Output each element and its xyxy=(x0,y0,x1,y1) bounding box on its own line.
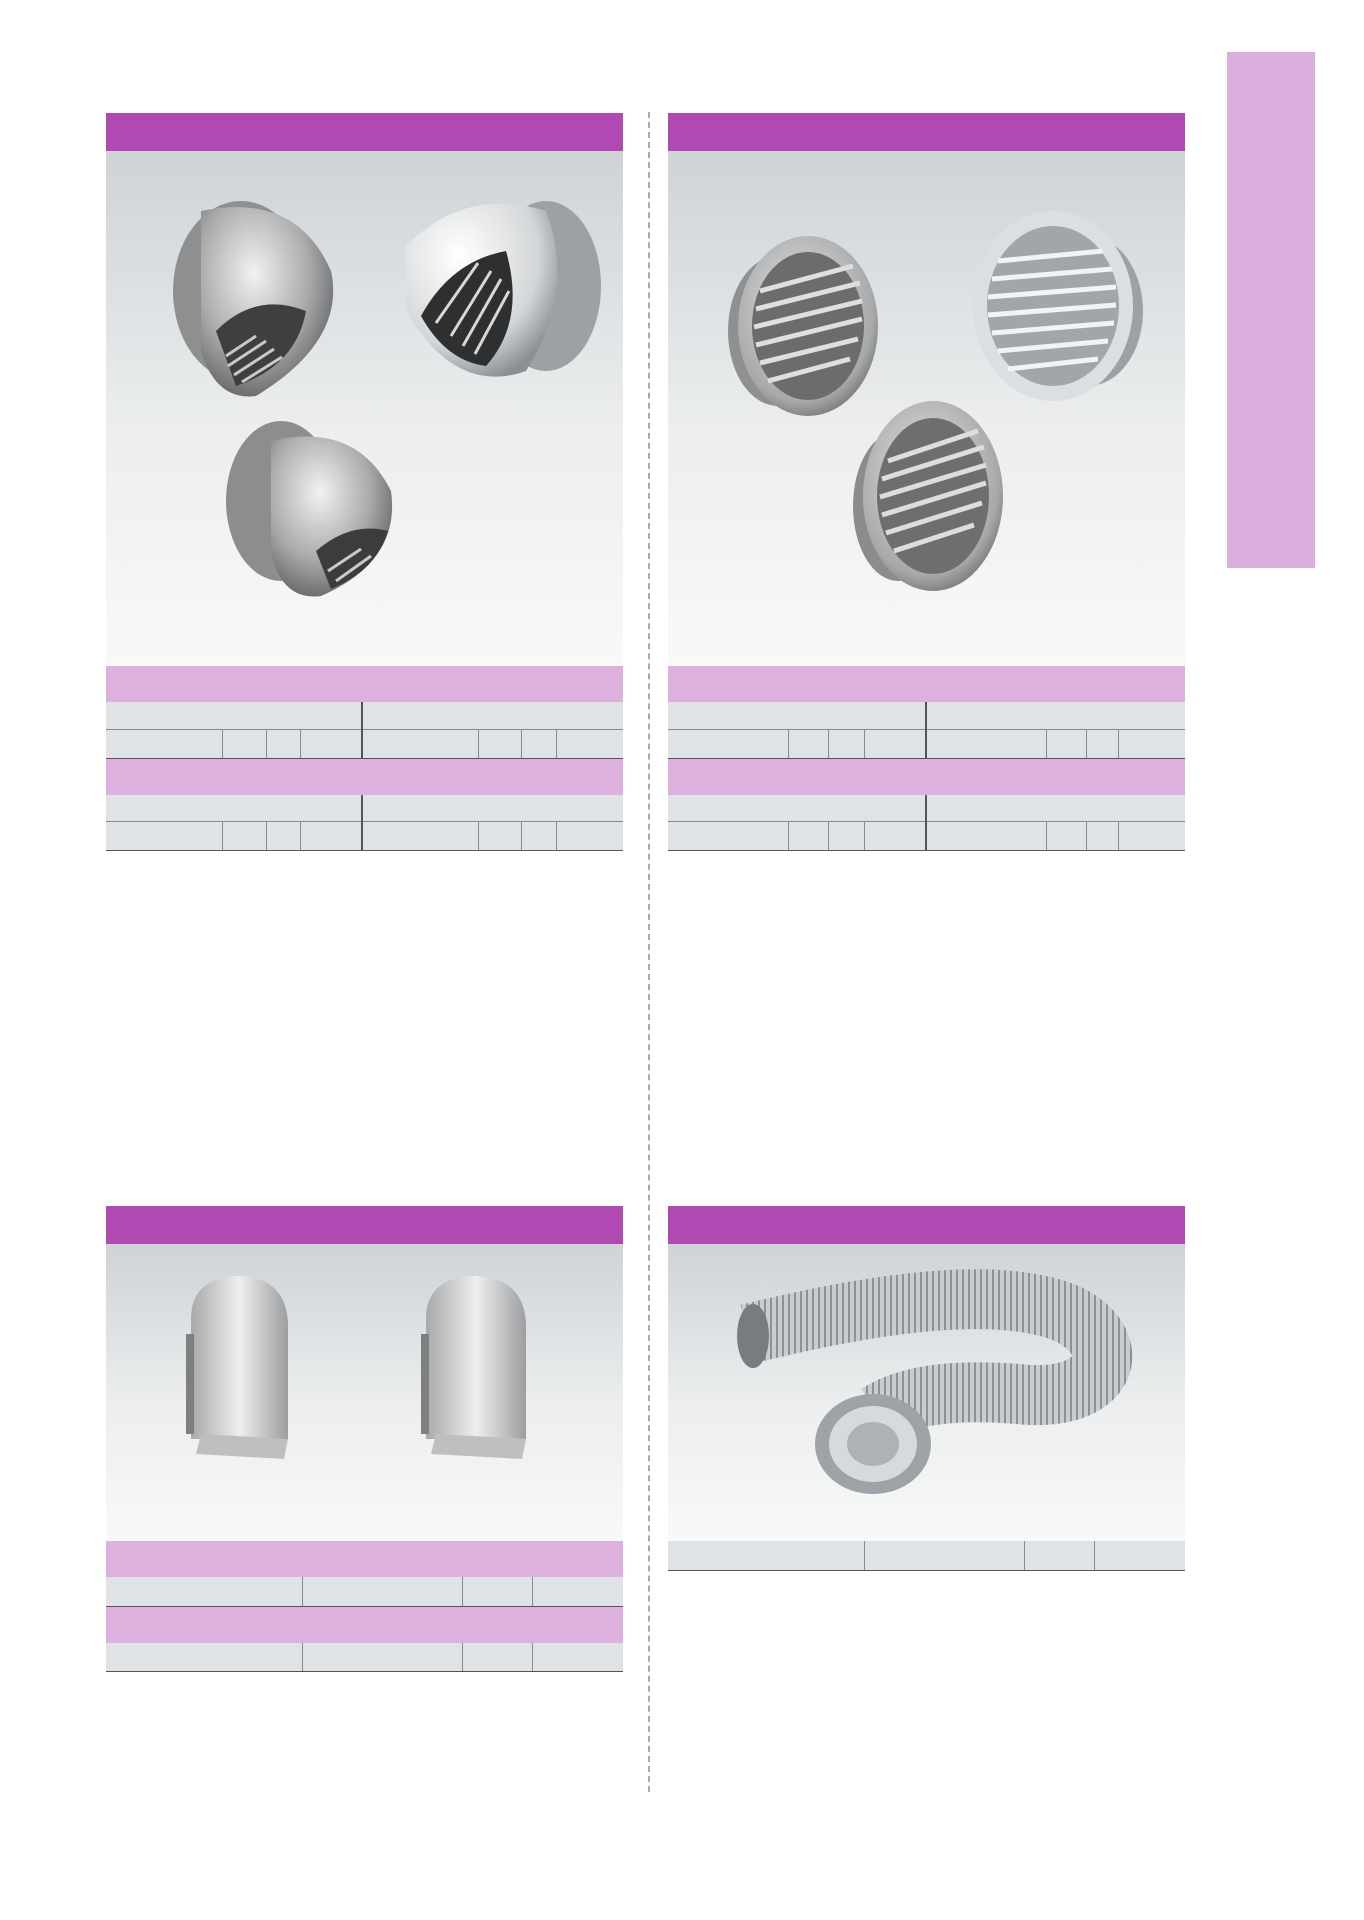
col-qty xyxy=(462,1577,532,1606)
section-title xyxy=(106,1206,623,1244)
group-aluminium xyxy=(926,795,1185,822)
col-code xyxy=(106,729,222,758)
flex-duct-image xyxy=(668,1244,1185,1541)
hood-louver-image xyxy=(106,151,623,666)
col-qty xyxy=(521,729,556,758)
section-title xyxy=(668,113,1185,151)
col-qty xyxy=(1024,1541,1094,1570)
col-qty xyxy=(828,729,864,758)
col-code xyxy=(362,729,478,758)
group-stainless xyxy=(668,795,926,822)
section-title xyxy=(106,113,623,151)
group-aluminium xyxy=(362,795,623,822)
col-price xyxy=(532,1643,623,1672)
col-size xyxy=(788,729,828,758)
col-qty xyxy=(266,822,300,851)
col-qty xyxy=(462,1643,532,1672)
damper-title xyxy=(106,1607,623,1643)
oval-louver-section xyxy=(106,1206,623,1672)
col-size xyxy=(788,822,828,851)
nodamper-title xyxy=(668,666,1185,702)
flat-louver-image xyxy=(668,151,1185,666)
col-code xyxy=(926,822,1046,851)
col-price xyxy=(1118,729,1185,758)
col-price xyxy=(300,822,362,851)
col-size xyxy=(478,822,521,851)
damper-title xyxy=(668,759,1185,795)
col-size xyxy=(222,729,266,758)
flat-damper-table xyxy=(668,795,1185,852)
col-code xyxy=(106,1577,302,1606)
group-stainless xyxy=(106,702,362,729)
product-photo xyxy=(668,1244,1185,1541)
chapter-tab[interactable] xyxy=(1227,52,1315,568)
col-size xyxy=(1046,729,1086,758)
oval-louver-image xyxy=(106,1244,623,1541)
section-title xyxy=(668,1206,1185,1244)
oval-damper-table xyxy=(106,1643,623,1673)
col-code xyxy=(362,822,478,851)
col-qty xyxy=(828,822,864,851)
product-photo xyxy=(106,1244,623,1541)
col-size xyxy=(222,822,266,851)
col-size xyxy=(302,1577,462,1606)
col-size xyxy=(302,1643,462,1672)
col-qty xyxy=(1086,729,1118,758)
product-photo xyxy=(106,151,623,666)
hood-louver-section xyxy=(106,113,623,851)
col-qty xyxy=(1086,822,1118,851)
product-photo xyxy=(668,151,1185,666)
nodamper-title xyxy=(106,1541,623,1577)
aluminium-flex-section xyxy=(668,1206,1185,1571)
col-code xyxy=(106,822,222,851)
col-qty xyxy=(266,729,300,758)
damper-title xyxy=(106,759,623,795)
col-code xyxy=(668,822,788,851)
col-price xyxy=(300,729,362,758)
col-price xyxy=(556,822,623,851)
group-aluminium xyxy=(362,702,623,729)
nodamper-title xyxy=(106,666,623,702)
col-size xyxy=(478,729,521,758)
group-stainless xyxy=(106,795,362,822)
col-price xyxy=(1118,822,1185,851)
flex-table xyxy=(668,1541,1185,1571)
col-size xyxy=(864,1541,1024,1570)
col-size xyxy=(1046,822,1086,851)
hood-damper-table xyxy=(106,795,623,852)
col-code xyxy=(668,1541,864,1570)
col-qty xyxy=(521,822,556,851)
hood-nodamper-table xyxy=(106,702,623,759)
group-stainless xyxy=(668,702,926,729)
col-code xyxy=(926,729,1046,758)
col-code xyxy=(668,729,788,758)
col-price xyxy=(532,1577,623,1606)
oval-nodamper-table xyxy=(106,1577,623,1607)
col-price xyxy=(556,729,623,758)
flat-nodamper-table xyxy=(668,702,1185,759)
col-code xyxy=(106,1643,302,1672)
flat-louver-section xyxy=(668,113,1185,851)
col-price xyxy=(1094,1541,1185,1570)
col-price xyxy=(864,729,926,758)
column-divider xyxy=(648,112,650,1792)
col-price xyxy=(864,822,926,851)
group-aluminium xyxy=(926,702,1185,729)
